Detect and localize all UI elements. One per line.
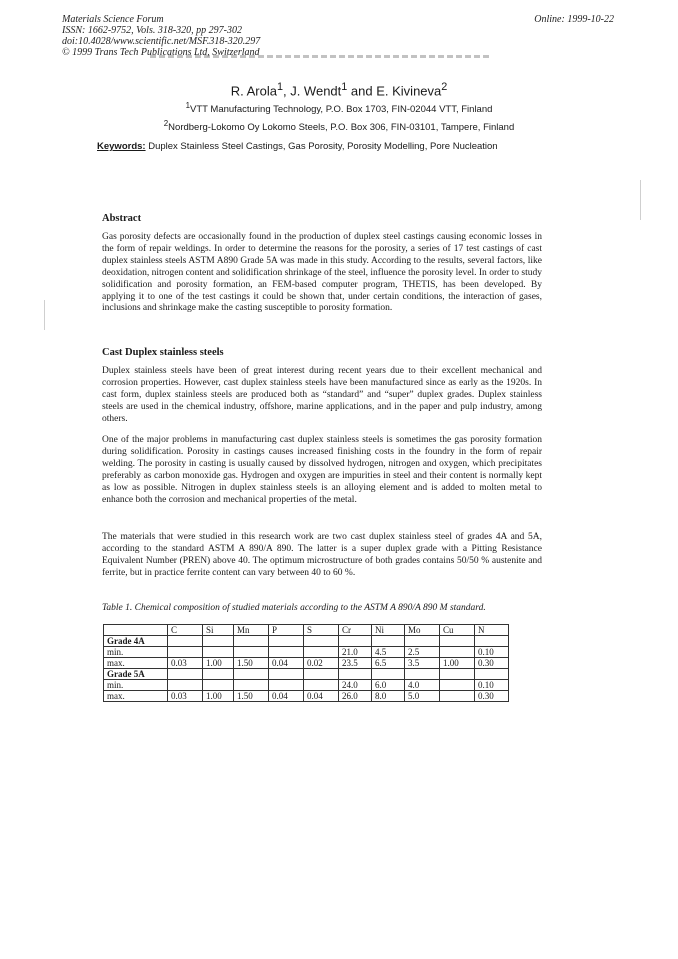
table-cell — [339, 636, 372, 647]
author-2-sup: 1 — [341, 81, 348, 93]
table-header-cell: N — [475, 625, 509, 636]
table-caption: Table 1. Chemical composition of studied materials according to the ASTM A 890/A 890 M standard. — [102, 603, 486, 613]
table-cell: 1.00 — [203, 691, 234, 702]
obscured-title-line — [150, 53, 490, 59]
table-cell — [405, 669, 440, 680]
table-header-cell: Mo — [405, 625, 440, 636]
copyright-line: © 1999 Trans Tech Publications Ltd, Switzerland — [62, 47, 260, 58]
table-cell — [234, 636, 269, 647]
table-cell — [339, 669, 372, 680]
table-cell: 21.0 — [339, 647, 372, 658]
table-cell — [304, 647, 339, 658]
table-cell — [168, 636, 203, 647]
table-cell — [168, 647, 203, 658]
table-cell — [475, 669, 509, 680]
table-cell — [304, 680, 339, 691]
table-cell: max. — [104, 691, 168, 702]
table-row — [104, 691, 509, 702]
table-row — [104, 658, 509, 669]
table-cell — [234, 680, 269, 691]
keywords-text: Duplex Stainless Steel Castings, Gas Porosity, Porosity Modelling, Pore Nucleation — [145, 141, 498, 152]
table-cell: min. — [104, 647, 168, 658]
table-cell — [269, 680, 304, 691]
table-cell: 1.00 — [440, 658, 475, 669]
journal-header — [62, 14, 260, 58]
online-date: Online: 1999-10-22 — [534, 14, 614, 25]
table-cell: 0.03 — [168, 658, 203, 669]
table-cell: 0.10 — [475, 680, 509, 691]
table-cell — [203, 669, 234, 680]
table-header-cell: Si — [203, 625, 234, 636]
table-cell — [203, 680, 234, 691]
table-cell: 0.04 — [304, 691, 339, 702]
grade-label: Grade 5A — [104, 669, 168, 680]
affiliation-2-sup: 2 — [163, 119, 169, 128]
journal-name: Materials Science Forum — [62, 14, 164, 25]
table-cell — [440, 680, 475, 691]
table-cell — [234, 647, 269, 658]
table-cell: 0.03 — [168, 691, 203, 702]
table-group-row-grade-4a — [104, 636, 509, 647]
affiliation-1-text: VTT Manufacturing Technology, P.O. Box 1703, FIN-02044 VTT, Finland — [190, 104, 493, 116]
affiliation-2-text: Nordberg-Lokomo Oy Lokomo Steels, P.O. Box 306, FIN-03101, Tampere, Finland — [168, 122, 515, 134]
table-header-cell: Ni — [372, 625, 405, 636]
table-cell: 2.5 — [405, 647, 440, 658]
section-paragraph-3: The materials that were studied in this research work are two cast duplex stainless steel of grades 4A and 5A, according to the standard ASTM A 890/A 890. The latter is a super duplex grade with a Pitting Resistance Equivalent Number (PREN) above 40. The optimum microstructure of both grades contains 50/50 % austenite and ferrite, but in practice ferrite content can vary between 40 to 60 %. — [102, 532, 542, 578]
table-cell: 0.10 — [475, 647, 509, 658]
table-cell: 1.50 — [234, 691, 269, 702]
author-1: R. Arola — [230, 83, 277, 99]
table-row — [104, 680, 509, 691]
table-cell — [440, 647, 475, 658]
abstract-text: Gas porosity defects are occasionally found in the production of duplex steel castings causing economic losses in the form of repair weldings. In order to determine the reasons for the porosity, a series of 17 test castings of cast duplex stainless steels ASTM A890 Grade 5A was made in this study. According to the results, several factors, like deoxidation, nitrogen content and solidification shrinkage of the steel, influence the porosity level. In order to study solidification and porosity formation, an FEM-based computer program, THETIS, has been developed. By applying it to one of the test castings it could be shown that, under certain conditions, the interaction of gases, inclusions and shrinkage make the casting susceptible to porosity formation. — [102, 232, 542, 314]
table-header-cell: S — [304, 625, 339, 636]
table-header-cell — [104, 625, 168, 636]
grade-label: Grade 4A — [104, 636, 168, 647]
table-cell — [475, 636, 509, 647]
table-cell: 6.5 — [372, 658, 405, 669]
issn-line: ISSN: 1662-9752, Vols. 318-320, pp 297-302 — [62, 25, 242, 36]
table-cell — [203, 636, 234, 647]
table-cell: 26.0 — [339, 691, 372, 702]
table-cell: 8.0 — [372, 691, 405, 702]
table-cell — [168, 680, 203, 691]
table-cell: min. — [104, 680, 168, 691]
table-cell: 4.5 — [372, 647, 405, 658]
author-2: , J. Wendt — [282, 83, 342, 99]
table-cell — [168, 669, 203, 680]
affiliation-2 — [0, 119, 678, 133]
table-cell: 1.50 — [234, 658, 269, 669]
table-row — [104, 647, 509, 658]
table-cell: max. — [104, 658, 168, 669]
table-header-cell: C — [168, 625, 203, 636]
table-cell: 0.02 — [304, 658, 339, 669]
keywords-label: Keywords: — [97, 141, 146, 152]
table-cell — [405, 636, 440, 647]
author-1-sup: 1 — [276, 81, 283, 93]
table-cell: 0.30 — [475, 658, 509, 669]
doi-link[interactable]: doi:10.4028/www.scientific.net/MSF.318-320.297 — [62, 36, 261, 47]
table-cell — [234, 669, 269, 680]
table-cell: 5.0 — [405, 691, 440, 702]
abstract-heading: Abstract — [102, 213, 142, 224]
table-header-cell: Mn — [234, 625, 269, 636]
table-cell: 1.00 — [203, 658, 234, 669]
table-cell: 23.5 — [339, 658, 372, 669]
table-header-cell: Cu — [440, 625, 475, 636]
table-cell — [372, 636, 405, 647]
table-header-cell: Cr — [339, 625, 372, 636]
table-header-cell: P — [269, 625, 304, 636]
table-cell: 0.04 — [269, 691, 304, 702]
author-3-sup: 2 — [441, 81, 448, 93]
table-cell — [269, 669, 304, 680]
author-line — [0, 81, 678, 98]
table-cell — [203, 647, 234, 658]
table-cell — [440, 669, 475, 680]
table-header-row — [104, 625, 509, 636]
section-heading: Cast Duplex stainless steels — [102, 347, 224, 358]
table-cell: 0.30 — [475, 691, 509, 702]
table-cell — [304, 636, 339, 647]
table-cell — [269, 647, 304, 658]
keywords — [97, 141, 498, 152]
table-cell: 3.5 — [405, 658, 440, 669]
table-group-row-grade-5a — [104, 669, 509, 680]
table-cell: 24.0 — [339, 680, 372, 691]
table-cell: 4.0 — [405, 680, 440, 691]
table-cell: 0.04 — [269, 658, 304, 669]
table-cell — [440, 691, 475, 702]
author-3: and E. Kivineva — [347, 83, 442, 99]
table-cell — [372, 669, 405, 680]
section-paragraph-1: Duplex stainless steels have been of great interest during recent years due to their excellent mechanical and corrosion properties. However, cast duplex stainless steels have been manufactured since as early as the 1920s. In cast form, duplex stainless steels are produced both as “standard” and “super” duplex grades. Duplex stainless steels are used in the chemical industry, offshore, marine applications, and in the paper and pulp industry, among others. — [102, 366, 542, 424]
table-cell: 6.0 — [372, 680, 405, 691]
affiliation-1 — [0, 101, 678, 115]
table-cell — [304, 669, 339, 680]
table-cell — [440, 636, 475, 647]
chemical-composition-table — [103, 624, 509, 702]
section-paragraph-2: One of the major problems in manufacturing cast duplex stainless steels is sometimes the gas porosity formation during solidification. Porosity in castings causes increased finishing costs in the foundry in the form of repair welding. The porosity in casting is usually caused by dissolved hydrogen, nitrogen and oxygen, which precipitates preferably as carbon monoxide gas. Hydrogen and oxygen are impurities in steel and their content is normally kept as low as possible. Nitrogen in duplex stainless steels is an alloying element and is added to molten metal to enhance both the corrosion and mechanical properties of the metal. — [102, 435, 542, 505]
affiliation-1-sup: 1 — [185, 101, 190, 110]
table-cell — [269, 636, 304, 647]
